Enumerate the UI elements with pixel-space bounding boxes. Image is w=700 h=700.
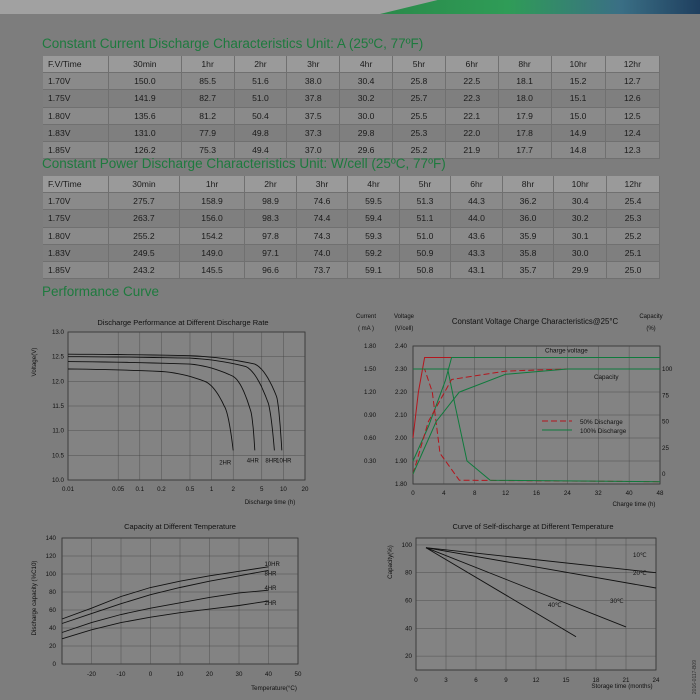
table-cell: 22.1 [445,107,498,124]
y-tick-label: 0 [52,661,56,668]
x-tick-label: 12 [532,677,540,684]
y2-tick-label: 2.30 [394,366,407,373]
chart-title: Curve of Self-discharge at Different Temperature [452,522,614,531]
series-label: 8HR [265,458,278,465]
x-tick-label: 15 [562,677,570,684]
series-label: 10HR [276,458,292,465]
table-cell: 59.3 [348,227,400,244]
column-header: 12hr [605,56,659,73]
table-cell: 73.7 [296,261,348,278]
column-header: 10hr [554,176,607,193]
charge-characteristics-chart [350,310,673,515]
table-cell: 74.3 [296,227,348,244]
table-cell: 36.0 [502,210,554,227]
x-tick-label: 30 [235,671,243,678]
series-label: 10℃ [633,552,647,559]
y2-axis-label: Voltage [393,314,415,320]
y-tick-label: 13.0 [51,329,64,336]
y1-axis-label: Current [355,314,377,320]
table-cell: 1.80V [43,227,109,244]
y-tick-label: 60 [49,607,56,614]
x-tick-label: 16 [533,490,540,497]
y-tick-label: 120 [45,553,56,560]
x-axis-label: Charge time (h) [612,501,656,508]
table-cell: 126.2 [109,141,182,158]
x-tick-label: 10 [176,671,184,678]
y3-axis-unit: (%) [646,326,656,332]
chart-title: Discharge Performance at Different Discharge Rate [97,318,269,327]
table-header-row [43,176,660,193]
table-cell: 1.83V [43,244,109,261]
x-tick-label: 0.1 [135,486,145,493]
table-cell: 25.0 [607,261,660,278]
series-label: 2HR [219,460,232,467]
column-header: 4hr [348,176,400,193]
table-cell: 1.85V [43,141,109,158]
table-cell: 131.0 [109,124,182,141]
column-header: 30min [109,176,180,193]
table-row [43,261,660,278]
power-discharge-table [43,176,660,279]
table-cell: 1.70V [43,73,109,90]
y1-tick-label: 1.50 [364,366,377,373]
table-cell: 25.4 [607,193,660,210]
series-label: 4HR [246,458,259,465]
column-header: 2hr [234,56,287,73]
x-tick-label: 0.05 [112,486,125,493]
table-cell: 37.0 [287,141,340,158]
column-header: 5hr [393,56,446,73]
table-row [43,107,660,124]
x-tick-label: 3 [444,677,448,684]
x-tick-label: -10 [116,671,126,678]
table-cell: 37.5 [287,107,340,124]
column-header: F.V/Time [43,176,109,193]
column-header: 6hr [451,176,503,193]
table-cell: 25.1 [607,244,660,261]
table-cell: 25.3 [607,210,660,227]
y-axis-label: Discharge capacity (%C10) [31,560,38,636]
chart-title: Constant Voltage Charge Characteristics@25°C [451,317,619,326]
column-header: 30min [109,56,182,73]
y3-tick-label: 100 [662,366,673,373]
table-cell: 50.8 [399,261,451,278]
table-cell: 14.9 [551,124,605,141]
table-cell: 12.5 [605,107,659,124]
column-header: 8hr [502,176,554,193]
table-cell: 97.1 [245,244,297,261]
y3-axis-label: Capacity [639,314,663,320]
x-tick-label: 0 [411,490,415,497]
table-cell: 59.5 [348,193,400,210]
table-cell: 14.8 [551,141,605,158]
table-cell: 25.7 [393,90,446,107]
x-tick-label: 8 [473,490,477,497]
table-cell: 38.0 [287,73,340,90]
y-tick-label: 12.0 [51,378,64,386]
y1-tick-label: 0.30 [364,458,377,465]
table-cell: 18.0 [498,90,551,107]
table-cell: 30.0 [340,107,393,124]
column-header: 5hr [399,176,451,193]
annotation-label: Charge voltage [545,347,588,355]
table-cell: 44.3 [451,193,503,210]
table-cell: 37.3 [287,124,340,141]
y1-tick-label: 0.60 [364,435,377,442]
table-cell: 22.3 [445,90,498,107]
legend-label: 100% Discharge [580,428,627,435]
table-cell: 22.0 [445,124,498,141]
x-tick-label: 24 [563,490,571,497]
table-cell: 51.0 [399,227,451,244]
table-cell: 77.9 [181,124,234,141]
table-cell: 30.4 [340,73,393,90]
table-cell: 98.3 [245,210,297,227]
y3-tick-label: 50 [662,418,669,426]
table-cell: 75.3 [181,141,234,158]
table-cell: 156.0 [179,210,244,227]
x-tick-label: 48 [656,490,664,497]
x-tick-label: 0 [148,671,153,678]
column-header: 2hr [245,176,297,193]
x-tick-label: 50 [294,671,302,678]
column-header: 1hr [181,56,234,73]
table-cell: 44.0 [451,210,503,227]
table-cell: 35.9 [502,227,554,244]
y1-tick-label: 1.80 [364,343,377,350]
table-cell: 35.8 [502,244,554,261]
table-row [43,210,660,227]
table-cell: 74.0 [296,244,348,261]
table-cell: 59.2 [348,244,400,261]
table-cell: 158.9 [179,193,244,210]
table-row [43,227,660,244]
table-cell: 43.1 [451,261,503,278]
table-cell: 1.80V [43,107,109,124]
table-cell: 249.5 [109,244,180,261]
table-cell: 1.83V [43,124,109,141]
table-cell: 59.1 [348,261,400,278]
y-axis-label: Voltage(V) [31,347,38,377]
table-cell: 30.0 [554,244,607,261]
x-axis-label: Temperature(°C) [251,685,297,692]
x-tick-label: 0.2 [157,486,166,493]
series-label: 40℃ [548,602,562,609]
table-cell: 150.0 [109,73,182,90]
y2-tick-label: 2.20 [394,389,407,396]
table-cell: 1.70V [43,193,109,210]
table-cell: 30.2 [554,210,607,227]
y2-tick-label: 2.40 [394,343,407,350]
annotation-label: Capacity [594,374,619,381]
table-cell: 29.6 [340,141,393,158]
x-tick-label: 0 [414,677,418,684]
x-axis-label: Storage time (months) [591,683,653,690]
table-cell: 12.3 [605,141,659,158]
y3-tick-label: 0 [662,471,666,478]
discharge-performance-chart [28,312,313,517]
y1-tick-label: 0.90 [364,412,377,419]
table-cell: 17.9 [498,107,551,124]
table-cell: 49.4 [234,141,287,158]
table-cell: 25.2 [393,141,446,158]
table-cell: 43.3 [451,244,503,261]
column-header: 3hr [287,56,340,73]
power-table-heading: Constant Power Discharge Characteristics Unit: W/cell (25ºC, 77ºF) [42,156,446,171]
table-cell: 81.2 [181,107,234,124]
table-cell: 29.9 [554,261,607,278]
y3-tick-label: 25 [662,444,669,452]
table-row [43,193,660,210]
y2-tick-label: 2.10 [394,412,407,419]
table-cell: 30.2 [340,90,393,107]
table-cell: 255.2 [109,227,180,244]
x-tick-label: 21 [622,677,630,684]
table-cell: 85.5 [181,73,234,90]
table-cell: 135.6 [109,107,182,124]
column-header: 1hr [179,176,244,193]
series-label: 20℃ [633,570,647,577]
table-header-row [43,56,660,73]
table-cell: 59.4 [348,210,400,227]
x-tick-label: 1 [209,486,214,493]
x-tick-label: 10 [279,486,287,493]
table-cell: 1.75V [43,210,109,227]
table-cell: 1.75V [43,90,109,107]
column-header: 12hr [607,176,660,193]
y-tick-label: 100 [401,541,412,549]
column-header: 6hr [445,56,498,73]
table-cell: 15.2 [551,73,605,90]
table-cell: 82.7 [181,90,234,107]
y-tick-label: 40 [49,625,56,632]
table-cell: 1.85V [43,261,109,278]
table-cell: 17.8 [498,124,551,141]
x-tick-label: 0.01 [61,486,75,493]
legend-label: 50% Discharge [580,419,623,426]
table-cell: 74.6 [296,193,348,210]
table-cell: 145.5 [179,261,244,278]
document-code: 2016-0117-B09 [692,659,698,694]
table-cell: 51.6 [234,73,287,90]
x-tick-label: 5 [260,486,264,493]
table-cell: 25.2 [607,227,660,244]
table-cell: 263.7 [109,210,180,227]
table-cell: 141.9 [109,90,182,107]
series-label: 30℃ [610,598,624,605]
table-cell: 15.0 [551,107,605,124]
table-cell: 51.1 [399,210,451,227]
column-header: F.V/Time [43,56,109,73]
y2-axis-unit: (V/cell) [394,326,414,332]
table-cell: 18.1 [498,73,551,90]
table-cell: 25.8 [393,73,446,90]
series-label: 8HR [264,571,277,578]
x-tick-label: 18 [592,677,600,684]
table-cell: 50.4 [234,107,287,124]
table-cell: 43.6 [451,227,503,244]
x-tick-label: 24 [652,677,660,684]
table-cell: 36.2 [502,193,554,210]
table-cell: 275.7 [109,193,180,210]
y-axis-label: Capacity(%) [387,545,394,579]
y2-tick-label: 1.80 [394,481,407,488]
y-tick-label: 20 [405,653,412,661]
table-cell: 149.0 [179,244,244,261]
table-cell: 12.6 [605,90,659,107]
table-cell: 97.8 [245,227,297,244]
table-cell: 35.7 [502,261,554,278]
x-tick-label: 20 [301,486,309,493]
x-tick-label: 40 [265,671,272,678]
column-header: 8hr [498,56,551,73]
table-cell: 15.1 [551,90,605,107]
table-cell: 12.7 [605,73,659,90]
column-header: 4hr [340,56,393,73]
table-row [43,73,660,90]
table-cell: 51.3 [399,193,451,210]
column-header: 3hr [296,176,348,193]
table-row [43,90,660,107]
x-axis-label: Discharge time (h) [244,499,296,506]
y-tick-label: 10.0 [51,477,64,484]
x-tick-label: 2 [231,486,235,493]
table-cell: 154.2 [179,227,244,244]
table-row [43,124,660,141]
y2-tick-label: 1.90 [394,458,407,465]
y-tick-label: 140 [45,535,56,542]
y1-tick-label: 1.20 [364,389,377,396]
series-label: 4HR [264,586,277,593]
self-discharge-chart [378,518,668,698]
table-row [43,244,660,261]
table-cell: 30.1 [554,227,607,244]
x-tick-label: 40 [625,490,633,497]
table-cell: 22.5 [445,73,498,90]
y-tick-label: 60 [405,597,412,605]
x-tick-label: 4 [442,490,446,497]
table-cell: 21.9 [445,141,498,158]
y-tick-label: 100 [45,571,56,578]
y-tick-label: 10.5 [51,452,64,460]
table-cell: 29.8 [340,124,393,141]
series-label: 10HR [264,561,280,568]
table-cell: 243.2 [109,261,180,278]
y-tick-label: 40 [405,625,412,633]
y-tick-label: 12.5 [51,353,64,361]
table-cell: 74.4 [296,210,348,227]
table-cell: 25.3 [393,124,446,141]
y-tick-label: 80 [49,589,56,596]
header-banner [0,0,700,14]
x-tick-label: 20 [206,671,213,678]
y3-tick-label: 75 [662,392,669,400]
y-tick-label: 20 [49,643,56,650]
y-tick-label: 80 [405,569,412,577]
x-tick-label: 32 [594,490,602,497]
table-cell: 50.9 [399,244,451,261]
y1-axis-unit: ( mA ) [358,326,374,332]
table-cell: 98.9 [245,193,297,210]
chart-title: Capacity at Different Temperature [124,522,236,531]
table-cell: 49.8 [234,124,287,141]
x-tick-label: -20 [87,671,96,678]
series-label: 2HR [264,601,277,607]
x-tick-label: 12 [502,490,510,497]
banner-graphic [380,0,700,14]
y-tick-label: 11.0 [52,427,64,435]
x-tick-label: 6 [474,677,478,684]
table-cell: 37.8 [287,90,340,107]
y2-tick-label: 2.00 [394,435,407,442]
capacity-temperature-chart [28,518,313,698]
y-tick-label: 11.5 [52,403,64,410]
table-cell: 96.6 [245,261,297,278]
current-table-heading: Constant Current Discharge Characteristics Unit: A (25ºC, 77ºF) [42,36,424,51]
performance-heading: Performance Curve [42,284,160,299]
table-cell: 51.0 [234,90,287,107]
column-header: 10hr [551,56,605,73]
table-cell: 17.7 [498,141,551,158]
table-cell: 25.5 [393,107,446,124]
x-tick-label: 0.5 [185,486,195,493]
table-cell: 30.4 [554,193,607,210]
current-discharge-table [43,56,660,159]
x-tick-label: 9 [504,677,508,684]
table-cell: 12.4 [605,124,659,141]
